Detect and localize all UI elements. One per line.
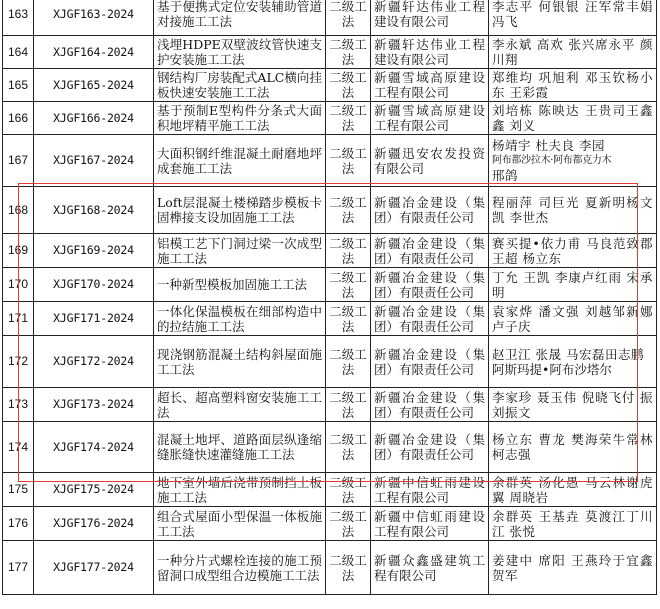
method-code: XJGF163-2024: [34, 0, 154, 36]
table-row: [3, 234, 657, 268]
method-level: 二级工法: [326, 102, 371, 135]
company-name: 新疆迅安农发投资有限公司: [371, 135, 489, 187]
company-name: 新疆轩达伟业工程建设有限公司: [371, 36, 489, 69]
method-level: 二级工法: [326, 135, 371, 187]
company-name: 新疆冶金建设（集团）有限责任公司: [371, 336, 489, 388]
contributors: [489, 135, 657, 187]
company-name: 新疆众鑫盛建筑工程有限公司: [371, 541, 489, 595]
table-row: [3, 69, 657, 102]
table-row: [3, 0, 657, 36]
row-number: 174: [3, 422, 34, 473]
row-number: 176: [3, 507, 34, 541]
document-table-wrapper: [2, 0, 657, 595]
company-name: 新疆冶金建设（集团）有限责任公司: [371, 388, 489, 422]
company-name: 新疆中信虹雨建设工程有限公司: [371, 507, 489, 541]
row-number: 172: [3, 336, 34, 388]
row-number: 166: [3, 102, 34, 135]
contributors: 杨立东 曹龙 樊海荣牛常林 柯志强: [489, 422, 657, 473]
contributors: 程丽萍 司巨光 夏新明杨文凯 李世杰: [489, 187, 657, 234]
method-name: 一体化保温模板在细部构造中的拉结施工工法: [154, 302, 326, 336]
contributors: 余群英 王基垚 莫渡江丁川江 张悦: [489, 507, 657, 541]
method-level: 二级工法: [326, 234, 371, 268]
method-code: XJGF172-2024: [34, 336, 154, 388]
contributors-line: 杨靖宇 杜夫良 李园: [492, 138, 605, 153]
method-level: 二级工法: [326, 336, 371, 388]
method-level: 二级工法: [326, 507, 371, 541]
method-name: 浅埋HDPE双壁波纹管快速支护安装施工工法: [154, 36, 326, 69]
contributors: 刘培栋 陈映达 王贵司王鑫鑫 刘义: [489, 102, 657, 135]
table-row: [3, 36, 657, 69]
method-name: 钢结构厂房装配式ALC横向挂板快速安装施工工法: [154, 69, 326, 102]
method-level: 二级工法: [326, 0, 371, 36]
table-row: [3, 187, 657, 234]
company-name: 新疆冶金建设（集团）有限责任公司: [371, 422, 489, 473]
method-name: 基于便携式定位安装辅助管道对接施工工法: [154, 0, 326, 36]
company-name: 新疆冶金建设（集团）有限责任公司: [371, 302, 489, 336]
row-number: 169: [3, 234, 34, 268]
method-code: XJGF164-2024: [34, 36, 154, 69]
row-number: 167: [3, 135, 34, 187]
method-code: XJGF165-2024: [34, 69, 154, 102]
table-row: [3, 388, 657, 422]
method-name: 大面积钢纤维混凝土耐磨地坪成套施工工法: [154, 135, 326, 187]
contributors: [489, 336, 657, 388]
method-level: 二级工法: [326, 187, 371, 234]
row-number: 165: [3, 69, 34, 102]
method-name: 地下室外墙后浇带预制挡土板施工工法: [154, 473, 326, 507]
method-code: XJGF175-2024: [34, 473, 154, 507]
contributors: 余群英 汤化愚 马云林谢虎翼 周晓岩: [489, 473, 657, 507]
method-name: 一种新型模板加固施工工法: [154, 268, 326, 302]
contributors: 赛买提•依力甫 马良范致郡 王超 杨立东: [489, 234, 657, 268]
row-number: 168: [3, 187, 34, 234]
table-row: [3, 102, 657, 135]
method-name: 现浇钢筋混凝土结构斜屋面施工工法: [154, 336, 326, 388]
table-row: [3, 541, 657, 595]
contributors: 李志平 何银银 汪军常丰娟 冯飞: [489, 0, 657, 36]
contributors: 袁家烨 潘文强 刘越邹新娜 卢子庆: [489, 302, 657, 336]
construction-method-table: [2, 0, 657, 595]
method-name: 组合式屋面小型保温一体板施工工法: [154, 507, 326, 541]
company-name: 新疆冶金建设（集团）有限责任公司: [371, 234, 489, 268]
row-number: 163: [3, 0, 34, 36]
row-number: 171: [3, 302, 34, 336]
row-number: 177: [3, 541, 34, 595]
method-name: 铝模工艺下门洞过梁一次成型施工工法: [154, 234, 326, 268]
company-name: 新疆冶金建设（集团）有限责任公司: [371, 268, 489, 302]
table-row: [3, 135, 657, 187]
table-row: [3, 507, 657, 541]
company-name: 新疆中信虹雨建设工程有限公司: [371, 473, 489, 507]
method-level: 二级工法: [326, 422, 371, 473]
row-number: 173: [3, 388, 34, 422]
method-code: XJGF170-2024: [34, 268, 154, 302]
contributors-line: 阿布都沙拉木·阿布都克力木: [492, 155, 612, 166]
contributors-line: 邢鸽: [492, 168, 519, 183]
contributors: 丁允 王凯 李康卢红雨 宋承明: [489, 268, 657, 302]
table-row: [3, 473, 657, 507]
row-number: 170: [3, 268, 34, 302]
method-level: 二级工法: [326, 541, 371, 595]
method-name: 一种分片式螺栓连接的施工预留洞口成型组合边模施工工法: [154, 541, 326, 595]
method-name: 基于预制E型构件分条式大面积地坪精平施工工法: [154, 102, 326, 135]
method-code: XJGF173-2024: [34, 388, 154, 422]
method-level: 二级工法: [326, 473, 371, 507]
method-level: 二级工法: [326, 36, 371, 69]
row-number: 175: [3, 473, 34, 507]
table-row: [3, 302, 657, 336]
method-name: 混凝土地坪、道路面层纵逢缩缝胀缝快速灌缝施工工法: [154, 422, 326, 473]
company-name: 新疆轩达伟业工程建设有限公司: [371, 0, 489, 36]
company-name: 新疆冶金建设（集团）有限责任公司: [371, 187, 489, 234]
method-name: 超长、超高塑料窗安装施工工法: [154, 388, 326, 422]
contributors-line: 赵卫江 张晟 马宏磊田志鹏: [492, 346, 644, 362]
method-level: 二级工法: [326, 302, 371, 336]
method-code: XJGF167-2024: [34, 135, 154, 187]
row-number: 164: [3, 36, 34, 69]
method-code: XJGF177-2024: [34, 541, 154, 595]
contributors: 李永斌 高欢 张兴席永平 颜川翔: [489, 36, 657, 69]
company-name: 新疆雪域高原建设工程有限公司: [371, 102, 489, 135]
table-row: [3, 268, 657, 302]
method-code: XJGF174-2024: [34, 422, 154, 473]
method-code: XJGF168-2024: [34, 187, 154, 234]
contributors: 郑维均 巩旭利 邓玉钦杨小东 王彩霞: [489, 69, 657, 102]
method-code: XJGF166-2024: [34, 102, 154, 135]
method-level: 二级工法: [326, 268, 371, 302]
table-row: [3, 422, 657, 473]
method-code: XJGF171-2024: [34, 302, 154, 336]
method-code: XJGF169-2024: [34, 234, 154, 268]
method-code: XJGF176-2024: [34, 507, 154, 541]
contributors: 姜建中 席阳 王燕玲于宜鑫 贺军: [489, 541, 657, 595]
contributors-line: 阿斯玛提•阿布沙塔尔: [492, 361, 612, 377]
company-name: 新疆雪域高原建设工程有限公司: [371, 69, 489, 102]
method-level: 二级工法: [326, 388, 371, 422]
method-level: 二级工法: [326, 69, 371, 102]
method-name: Loft层混凝土楼梯踏步模板卡固榫接支设加固施工工法: [154, 187, 326, 234]
contributors: 李家珍 聂玉伟 倪晓飞付 振 刘振文: [489, 388, 657, 422]
table-row: [3, 336, 657, 388]
